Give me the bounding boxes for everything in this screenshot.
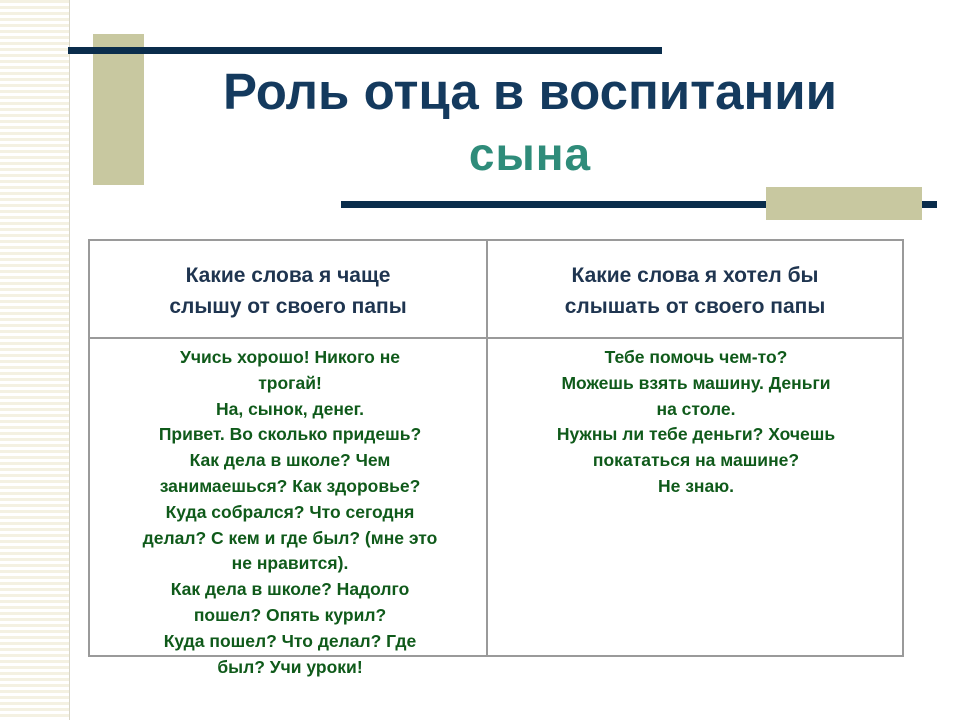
slide-title: Роль отца в воспитании bbox=[223, 63, 837, 120]
header-wished-words: Какие слова я хотел бы слышать от своего папы bbox=[564, 264, 826, 318]
decorative-block-right bbox=[766, 187, 922, 220]
slide-title-subword: сына bbox=[468, 128, 592, 180]
striped-background-band bbox=[0, 0, 70, 720]
decorative-line-top bbox=[68, 47, 662, 54]
decorative-block-left bbox=[93, 34, 144, 185]
cell-heard-words: Учись хорошо! Никого не трогай! На, сынок, денег. Привет. Во сколько придешь? Как дела в школе? Чем занимаешься? Как здоровье? Куда собрался? Что сегодня делал? С кем и где был? (мне это не нравится). Как дела в школе? Надолго пошел? Опять курил? Куда пошел? Что делал? Где был? Учи уроки! bbox=[142, 347, 438, 677]
table-header-divider bbox=[90, 337, 902, 339]
cell-wished-words: Тебе помочь чем-то? Можешь взять машину. Деньги на столе. Нужны ли тебе деньги? Хочешь покататься на машине? Не знаю. bbox=[556, 347, 836, 496]
comparison-table bbox=[88, 239, 904, 677]
header-heard-words: Какие слова я чаще слышу от своего папы bbox=[169, 264, 407, 318]
